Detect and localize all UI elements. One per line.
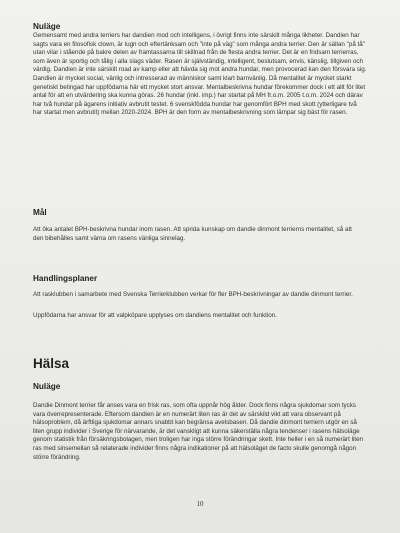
- handlingsplaner-paragraph-1: Att rasklubben i samarbete med Svenska Terrierklubben verkar för fler BPH-beskrivningar av dandie dinmont terrier.: [33, 291, 353, 298]
- mal-heading: Mål: [33, 208, 47, 217]
- nulage-heading: Nuläge: [33, 22, 61, 31]
- handlingsplaner-paragraph-2: Uppfödarna har ansvar för att valpköpare upplyses om dandiens mentalitet och funktion.: [33, 312, 277, 319]
- mal-paragraph: Att öka antalet BPH-beskrivna hundar inom rasen. Att sprida kunskap om dandie dinmont terrierns mentalitet, så att den bibehålles samt värna om rasens vänliga sinnelag.: [33, 226, 352, 242]
- halsa-nulage-heading: Nuläge: [33, 382, 61, 391]
- halsa-paragraph: Dandie Dinmont terrier får anses vara en frisk ras, som ofta uppnår hög ålder. Dock finns några sjukdomar som tycks vara överrepresenterade. Eftersom dandien är en numerärt liten ras är det av särskild vikt att vara observant på hälsoproblem, då ärftliga sjukdomar annars snabbt kan begränsa avelsbasen. Då dandie dinmont terriern utgör en så liten grupp individer i Sverige för närvarande, är det vanskligt att kunna säkerställa några tendenser i rasens hälsoläge genom statistik från försäkringsbolagen, men troligen har inga större förändringar skett. Inte heller i en så numerärt liten ras med sinsemellan så relaterade individer finns några indikationer på att hälsoläget de facto skulle genomgå någon större förändring.: [33, 402, 364, 461]
- nulage-paragraph: Gemensamt med andra terriers har dandien mod och intelligens, i övrigt finns inte särskilt många likheter. Dandien har sagts vara en filosofisk clown, är lugn och eftertänksam och "inte på väg" som många andra terrier. Den är sällan "på tå" utan vilar i stående på bakre delen av framtassarna till skillnad från de flesta andra terrier. Det är en fridsam terrierras, som även är sportig och tålig i alla slags väder. Rasen är självständig, intelligent, beslutsam, envis, känslig, tillgiven och värdig. Dandien är inte särskilt road av kamp eller att hävda sig mot andra hundar, men provocerad kan den försvara sig. Dandien är mycket social, vänlig och intresserad av människor samt klart barnvänlig. Då mentalitet är mycket starkt genetiskt betingad har uppfödarna här ett mycket stort ansvar. Mentalbeskrivna hundar förekommer dock i ett allt för litet antal för att en utvärdering ska kunna göras. 26 hundar (inkl. imp.) har startat på MH fr.o.m. 2005 t.o.m. 2024 och därav har två hundar på ägarens initiativ avbrutit testet. 6 svenskfödda hundar har genomfört BPH med skott (ytterligare två har startat men avbrutit) mellan 2020-2024. BPH är den form av mentalbeskrivning som lämpar sig bäst för rasen.: [33, 32, 367, 117]
- halsa-title: Hälsa: [33, 356, 70, 371]
- page-number: 10: [196, 500, 204, 508]
- handlingsplaner-heading: Handlingsplaner: [33, 274, 98, 283]
